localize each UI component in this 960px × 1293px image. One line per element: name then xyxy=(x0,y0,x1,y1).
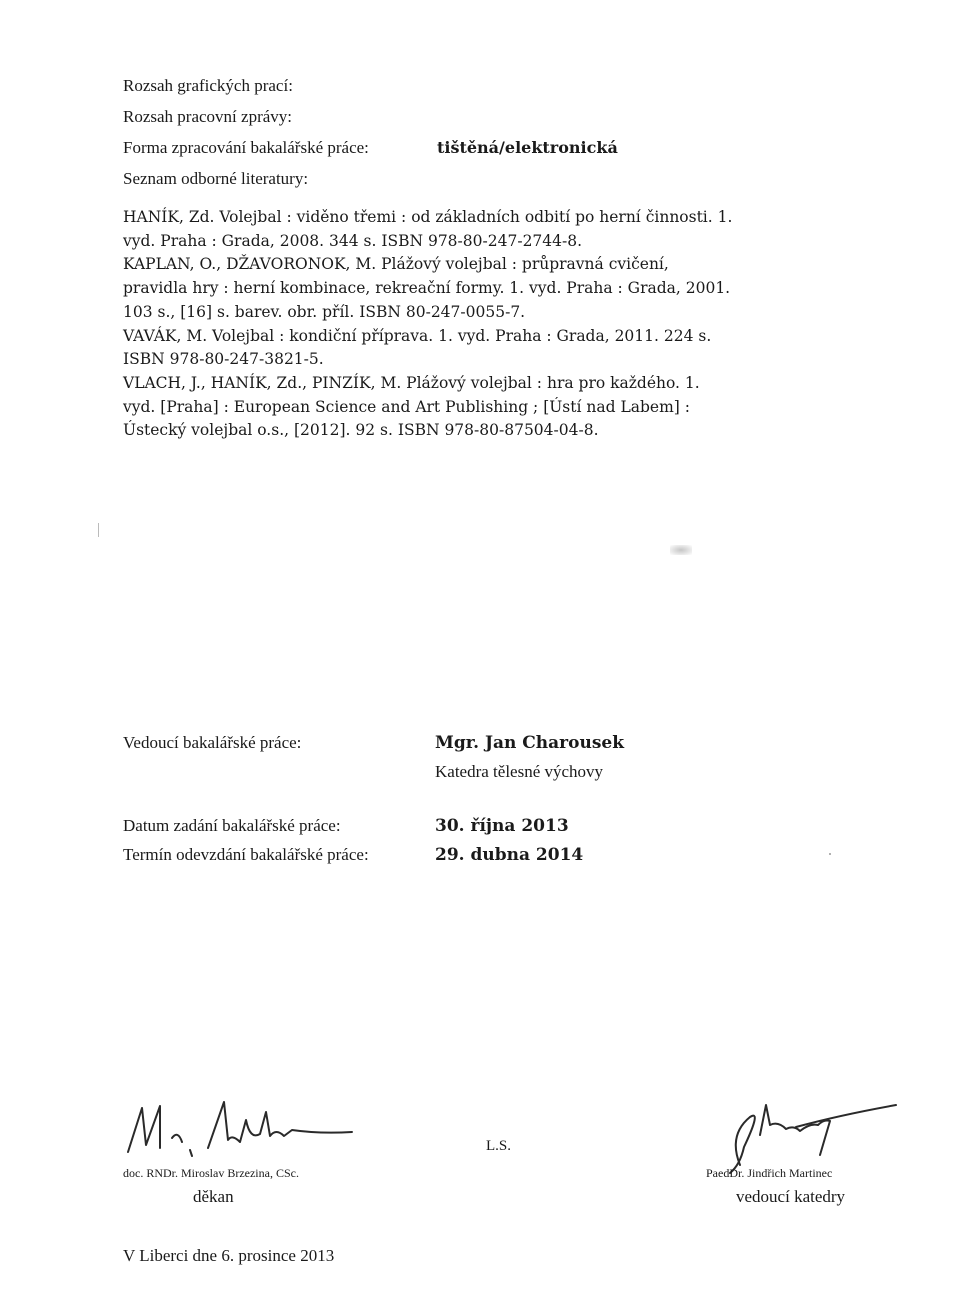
seal-mark: L.S. xyxy=(486,1138,512,1154)
reference-line: 103 s., [16] s. barev. obr. příl. ISBN 80-247-0055-7. xyxy=(123,302,526,321)
reference-line: pravidla hry : herní kombinace, rekreační formy. 1. vyd. Praha : Grada, 2001. xyxy=(123,279,731,298)
reference-list xyxy=(123,206,883,443)
place-date: V Liberci dne 6. prosince 2013 xyxy=(123,1246,335,1265)
reference-line: ISBN 978-80-247-3821-5. xyxy=(123,350,324,369)
reference-item xyxy=(123,253,883,324)
supervisor-name: Mgr. Jan Charousek xyxy=(435,733,625,753)
due-date-label: Termín odevzdání bakalářské práce: xyxy=(123,845,369,864)
form-value: tištěná/elektronická xyxy=(437,138,618,157)
head-name: PaedDr. Jindřich Martinec xyxy=(706,1166,833,1180)
head-title: vedoucí katedry xyxy=(736,1187,846,1206)
reference-item xyxy=(123,325,883,372)
dean-signature xyxy=(120,1090,360,1170)
scan-dot xyxy=(829,853,831,855)
assigned-date-value: 30. října 2013 xyxy=(435,816,569,836)
reference-item xyxy=(123,206,883,253)
dean-title: děkan xyxy=(193,1187,234,1206)
literature-label: Seznam odborné literatury: xyxy=(123,169,309,188)
reference-item xyxy=(123,372,883,443)
graphic-scope-label: Rozsah grafických prací: xyxy=(123,76,293,95)
reference-line: Ústecký volejbal o.s., [2012]. 92 s. ISBN 978-80-87504-04-8. xyxy=(123,421,599,440)
assigned-date-label: Datum zadání bakalářské práce: xyxy=(123,816,341,835)
reference-line: HANÍK, Zd. Volejbal : viděno třemi : od základních odbití po herní činnosti. 1. xyxy=(123,208,733,226)
due-date-value: 29. dubna 2014 xyxy=(435,845,584,865)
reference-line: VLACH, J., HANÍK, Zd., PINZÍK, M. Plážový volejbal : hra pro každého. 1. xyxy=(123,373,700,392)
scan-smudge xyxy=(670,545,692,555)
dean-name: doc. RNDr. Miroslav Brzezina, CSc. xyxy=(123,1166,299,1180)
supervisor-department: Katedra tělesné výchovy xyxy=(435,762,604,781)
scan-mark xyxy=(98,523,99,537)
supervisor-label: Vedoucí bakalářské práce: xyxy=(123,733,302,752)
form-label: Forma zpracování bakalářské práce: xyxy=(123,138,369,157)
reference-line: vyd. [Praha] : European Science and Art Publishing ; [Ústí nad Labem] : xyxy=(123,397,690,416)
reference-line: VAVÁK, M. Volejbal : kondiční příprava. 1. vyd. Praha : Grada, 2011. 224 s. xyxy=(123,326,712,345)
report-scope-label: Rozsah pracovní zprávy: xyxy=(123,107,292,126)
reference-line: vyd. Praha : Grada, 2008. 344 s. ISBN 978-80-247-2744-8. xyxy=(123,231,583,250)
reference-line: KAPLAN, O., DŽAVORONOK, M. Plážový volejbal : průpravná cvičení, xyxy=(123,255,669,274)
